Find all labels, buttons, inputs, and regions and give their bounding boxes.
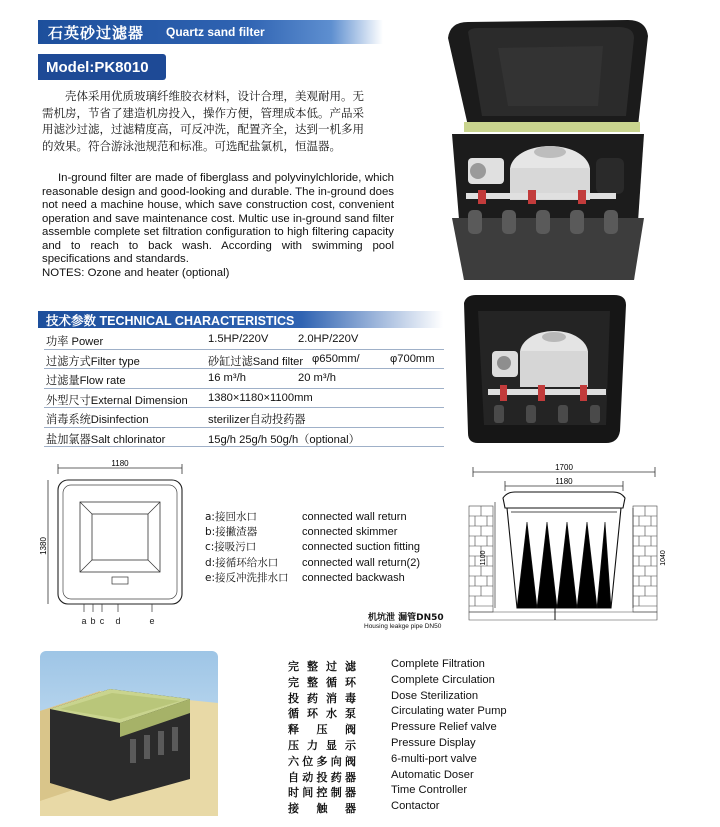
list-item — [288, 737, 548, 753]
connection-en: connected skimmer — [302, 526, 398, 539]
product-photo-open-lid — [438, 18, 656, 288]
connection-cn: a:接回水口 — [205, 511, 257, 523]
component-en: Complete Filtration — [391, 658, 485, 670]
connection-en: connected wall return — [302, 511, 407, 523]
component-en: Circulating water Pump — [391, 705, 507, 718]
connection-cn: e:接反冲洗排水口 — [205, 571, 289, 584]
outer-width-dimension: 1700 — [555, 463, 573, 472]
width-dimension: 1180 — [111, 459, 129, 468]
spec-value: 16 m³/h — [208, 372, 246, 384]
component-cn: 完整循环 — [288, 675, 356, 689]
list-item — [288, 705, 548, 721]
list-item — [205, 510, 445, 525]
model-label: Model:PK8010 — [38, 54, 166, 80]
description-cn: 壳体采用优质玻璃纤维胶衣材料，设计合理，美观耐用。无需机房，节省了建造机房投入，操作方便，管理成本低。产品采用滤沙过滤，过滤精度高，可反冲洗，配置齐全，达到一机多用的效果。符合游泳池规范和标准。可选配盐氯机，恒温器。 — [42, 89, 364, 153]
pipe-label-en: Housing leakge pipe DN50 — [364, 623, 442, 630]
component-en: 6-multi-port valve — [391, 752, 477, 765]
list-item — [288, 658, 548, 674]
port-letter: e — [149, 616, 155, 626]
component-en: Automatic Doser — [391, 768, 474, 781]
section-drawing — [455, 462, 680, 637]
spec-value: 15g/h 25g/h 50g/h（optional） — [208, 433, 360, 446]
component-cn: 循环水泵 — [288, 707, 356, 721]
component-list — [288, 658, 548, 816]
component-en: Pressure Relief valve — [391, 721, 497, 734]
spec-row — [44, 408, 444, 428]
spec-label: 消毒系统Disinfection — [46, 414, 149, 426]
spec-value: sterilizer自动投药器 — [208, 414, 306, 426]
spec-label: 过滤方式Filter type — [46, 355, 140, 368]
component-en: Complete Circulation — [391, 673, 495, 686]
list-item — [288, 753, 548, 769]
spec-row — [44, 369, 444, 389]
tech-heading: 技术参数 TECHNICAL CHARACTERISTICS — [38, 311, 443, 328]
title-cn: 石英砂过滤器 — [48, 24, 145, 42]
spec-label: 功率 Power — [46, 336, 104, 348]
description-en — [42, 172, 394, 280]
spec-label: 过滤量Flow rate — [46, 375, 126, 387]
spec-table — [44, 330, 444, 447]
spec-value: φ700mm — [390, 352, 435, 365]
connection-en: connected backwash — [302, 571, 405, 584]
port-letter: d — [115, 616, 121, 626]
title-en: Quartz sand filter — [166, 25, 265, 39]
spec-value: 1.5HP/220V — [208, 333, 269, 345]
spec-value: 2.0HP/220V — [298, 333, 359, 345]
spec-value: 1380×1180×1100mm — [208, 391, 313, 404]
right-height-dimension: 1040 — [660, 550, 667, 566]
component-cn: 完整过滤 — [288, 660, 356, 673]
spec-row — [44, 350, 444, 370]
component-cn: 时间控制器 — [288, 786, 356, 800]
component-cn: 释压阀 — [288, 723, 356, 737]
height-dimension: 1380 — [39, 537, 48, 555]
spec-value: 砂缸过滤Sand filter — [208, 355, 304, 368]
installation-illustration — [40, 651, 218, 816]
title-bar — [38, 20, 383, 44]
product-photo-top-view — [456, 293, 632, 445]
component-cn: 压力显示 — [288, 738, 356, 752]
list-item — [288, 721, 548, 737]
left-height-dimension: 1100 — [480, 550, 487, 566]
connection-en: connected suction fitting — [302, 541, 421, 554]
component-cn: 六位多向阀 — [288, 754, 356, 768]
port-letter: c — [99, 616, 105, 626]
connection-cn: b:接撇渣器 — [205, 526, 258, 539]
list-item — [205, 525, 445, 540]
component-cn: 自动投药器 — [288, 770, 356, 784]
component-en: Contactor — [391, 800, 440, 813]
connection-list — [205, 510, 445, 586]
list-item — [205, 540, 445, 555]
description-en-text: In-ground filter are made of fiberglass and polyvinylchloride, which reasonable design and good-looking and durable. The in-ground does not need a machine house, which save construction cost, convenient operation and save maintenance cost. Multic use in-ground sand filter assemble complete set filtration configuration to high filtering capacity and to reach to back wash. According with swimming pool specifications and standards. — [42, 172, 394, 265]
component-en: Time Controller — [391, 784, 468, 797]
spec-value: φ650mm/ — [312, 352, 360, 365]
connection-cn: d:接循环给水口 — [205, 556, 279, 569]
list-item — [288, 784, 548, 800]
port-letter: b — [90, 616, 96, 626]
spec-row — [44, 428, 444, 448]
list-item — [288, 674, 548, 690]
list-item — [205, 571, 445, 586]
spec-row — [44, 389, 444, 409]
list-item — [205, 556, 445, 571]
connection-en: connected wall return(2) — [302, 556, 421, 569]
component-cn: 接触器 — [288, 802, 356, 816]
top-view-drawing — [39, 459, 200, 642]
pipe-label-cn: 机坑泄 漏管DN50 — [368, 613, 444, 623]
inner-width-dimension: 1180 — [555, 477, 573, 486]
description-notes: NOTES: Ozone and heater (optional) — [42, 266, 230, 279]
list-item — [288, 800, 548, 816]
list-item — [288, 769, 548, 785]
component-en: Pressure Display — [391, 736, 476, 749]
spec-label: 外型尺寸External Dimension — [46, 394, 188, 407]
component-cn: 投药消毒 — [288, 691, 356, 705]
port-letter: a — [81, 616, 87, 626]
list-item — [288, 690, 548, 706]
spec-value: 20 m³/h — [298, 372, 336, 384]
connection-cn: c:接吸污口 — [205, 541, 257, 554]
spec-row — [44, 330, 444, 350]
component-en: Dose Sterilization — [391, 689, 479, 702]
spec-label: 盐加氯器Salt chlorinator — [46, 433, 166, 446]
